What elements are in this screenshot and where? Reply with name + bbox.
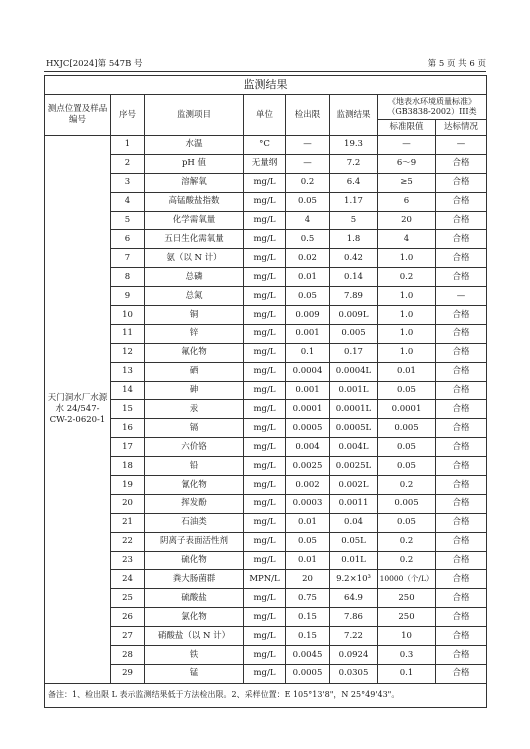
cell-limit: 0.0001: [378, 400, 436, 419]
cell-limit: 1.0: [378, 343, 436, 362]
cell-limit: 250: [378, 589, 436, 608]
cell-item: 铅: [145, 457, 244, 476]
table-row: [45, 570, 487, 589]
cell-detection-limit: 0.0025: [286, 457, 330, 476]
table-row: [45, 154, 487, 173]
table-row: [45, 589, 487, 608]
cell-unit: mg/L: [244, 400, 286, 419]
table-row: [45, 494, 487, 513]
cell-unit: mg/L: [244, 457, 286, 476]
cell-detection-limit: 0.05: [286, 532, 330, 551]
col-header-limit: 标准限值: [378, 120, 436, 136]
cell-item: 挥发酚: [145, 494, 244, 513]
cell-unit: °C: [244, 136, 286, 155]
cell-result: 5: [330, 211, 378, 230]
cell-unit: MPN/L: [244, 570, 286, 589]
col-header-standard: 《地表水环境质量标准》（GB3838-2002）III类: [378, 95, 487, 120]
cell-result: 0.004L: [330, 438, 378, 457]
cell-no: 4: [111, 192, 145, 211]
cell-no: 26: [111, 608, 145, 627]
cell-result: 0.0025L: [330, 457, 378, 476]
cell-detection-limit: 0.01: [286, 513, 330, 532]
table-row: [45, 476, 487, 495]
cell-result: 0.0305: [330, 664, 378, 683]
cell-unit: mg/L: [244, 513, 286, 532]
cell-unit: mg/L: [244, 627, 286, 646]
table-row: [45, 646, 487, 665]
table-row: [45, 287, 487, 306]
cell-detection-limit: 4: [286, 211, 330, 230]
table-row: [45, 211, 487, 230]
cell-unit: mg/L: [244, 646, 286, 665]
cell-result: 7.22: [330, 627, 378, 646]
cell-no: 6: [111, 230, 145, 249]
cell-result: 0.0924: [330, 646, 378, 665]
cell-detection-limit: 0.0004: [286, 362, 330, 381]
cell-no: 3: [111, 173, 145, 192]
cell-status: 合格: [436, 551, 487, 570]
cell-no: 21: [111, 513, 145, 532]
cell-status: 合格: [436, 343, 487, 362]
cell-unit: mg/L: [244, 664, 286, 683]
table-row: [45, 457, 487, 476]
cell-no: 11: [111, 324, 145, 343]
table-row: [45, 343, 487, 362]
cell-limit: 4: [378, 230, 436, 249]
cell-item: 锌: [145, 324, 244, 343]
cell-detection-limit: 0.0005: [286, 419, 330, 438]
cell-status: 合格: [436, 476, 487, 495]
cell-status: 合格: [436, 438, 487, 457]
cell-limit: 1.0: [378, 249, 436, 268]
cell-limit: 0.05: [378, 381, 436, 400]
cell-limit: 1.0: [378, 324, 436, 343]
cell-limit: 10000（个/L）: [378, 570, 436, 589]
cell-status: 合格: [436, 513, 487, 532]
cell-result: 0.001L: [330, 381, 378, 400]
cell-no: 18: [111, 457, 145, 476]
cell-result: 64.9: [330, 589, 378, 608]
cell-detection-limit: 0.01: [286, 268, 330, 287]
col-header-status: 达标情况: [436, 120, 487, 136]
cell-result: 19.3: [330, 136, 378, 155]
cell-limit: 0.005: [378, 494, 436, 513]
cell-result: 6.4: [330, 173, 378, 192]
cell-status: —: [436, 287, 487, 306]
cell-no: 7: [111, 249, 145, 268]
cell-item: 氨（以 N 计）: [145, 249, 244, 268]
cell-detection-limit: —: [286, 154, 330, 173]
cell-item: 硝酸盐（以 N 计）: [145, 627, 244, 646]
table-row: [45, 192, 487, 211]
cell-no: 14: [111, 381, 145, 400]
cell-detection-limit: 0.009: [286, 306, 330, 325]
cell-result: 0.14: [330, 268, 378, 287]
sample-location: 天门洞水厂水源水 24/547-CW-2-0620-1: [45, 136, 111, 684]
cell-status: 合格: [436, 324, 487, 343]
cell-detection-limit: —: [286, 136, 330, 155]
cell-limit: 0.05: [378, 457, 436, 476]
cell-no: 12: [111, 343, 145, 362]
monitoring-results-table: [44, 75, 487, 708]
cell-item: 阴离子表面活性剂: [145, 532, 244, 551]
cell-unit: mg/L: [244, 381, 286, 400]
cell-detection-limit: 0.0001: [286, 400, 330, 419]
cell-result: 0.0001L: [330, 400, 378, 419]
cell-detection-limit: 0.01: [286, 551, 330, 570]
cell-unit: mg/L: [244, 230, 286, 249]
cell-limit: 6: [378, 192, 436, 211]
cell-no: 8: [111, 268, 145, 287]
cell-detection-limit: 0.2: [286, 173, 330, 192]
cell-no: 25: [111, 589, 145, 608]
cell-item: 总氮: [145, 287, 244, 306]
cell-result: 1.17: [330, 192, 378, 211]
cell-unit: mg/L: [244, 551, 286, 570]
cell-no: 20: [111, 494, 145, 513]
cell-item: 六价铬: [145, 438, 244, 457]
cell-result: 1.8: [330, 230, 378, 249]
cell-detection-limit: 0.001: [286, 324, 330, 343]
table-note: 备注：1、检出限 L 表示监测结果低于方法检出限。2、采样位置：E 105°13'8"，N 25°49'43"。: [45, 683, 487, 707]
cell-limit: 1.0: [378, 287, 436, 306]
cell-result: 7.2: [330, 154, 378, 173]
cell-unit: mg/L: [244, 438, 286, 457]
cell-status: —: [436, 136, 487, 155]
cell-status: 合格: [436, 627, 487, 646]
cell-limit: 1.0: [378, 306, 436, 325]
cell-no: 28: [111, 646, 145, 665]
cell-unit: mg/L: [244, 589, 286, 608]
cell-item: 镉: [145, 419, 244, 438]
table-row: [45, 664, 487, 683]
cell-item: 五日生化需氧量: [145, 230, 244, 249]
cell-no: 24: [111, 570, 145, 589]
cell-item: 氰化物: [145, 476, 244, 495]
cell-detection-limit: 0.15: [286, 627, 330, 646]
cell-result: 0.42: [330, 249, 378, 268]
note-row: [45, 683, 487, 707]
cell-detection-limit: 0.002: [286, 476, 330, 495]
cell-result: 0.0011: [330, 494, 378, 513]
cell-item: 氟化物: [145, 343, 244, 362]
cell-status: 合格: [436, 419, 487, 438]
cell-detection-limit: 0.5: [286, 230, 330, 249]
cell-limit: 0.05: [378, 438, 436, 457]
cell-unit: mg/L: [244, 362, 286, 381]
cell-status: 合格: [436, 230, 487, 249]
cell-detection-limit: 0.0005: [286, 664, 330, 683]
cell-result: 0.01L: [330, 551, 378, 570]
col-header-no: 序号: [111, 95, 145, 136]
cell-status: 合格: [436, 211, 487, 230]
cell-status: 合格: [436, 608, 487, 627]
cell-no: 13: [111, 362, 145, 381]
cell-limit: 0.1: [378, 664, 436, 683]
cell-no: 23: [111, 551, 145, 570]
cell-limit: 10: [378, 627, 436, 646]
cell-status: 合格: [436, 306, 487, 325]
cell-unit: mg/L: [244, 324, 286, 343]
cell-item: 化学需氧量: [145, 211, 244, 230]
cell-item: 锰: [145, 664, 244, 683]
cell-status: 合格: [436, 570, 487, 589]
cell-result: 0.0004L: [330, 362, 378, 381]
cell-limit: 0.3: [378, 646, 436, 665]
table-title: 监测结果: [45, 76, 487, 95]
cell-status: 合格: [436, 173, 487, 192]
cell-result: 0.04: [330, 513, 378, 532]
cell-unit: mg/L: [244, 494, 286, 513]
table-row: [45, 532, 487, 551]
cell-unit: mg/L: [244, 192, 286, 211]
cell-detection-limit: 0.05: [286, 287, 330, 306]
cell-item: 总磷: [145, 268, 244, 287]
cell-no: 16: [111, 419, 145, 438]
cell-status: 合格: [436, 154, 487, 173]
table-row: [45, 173, 487, 192]
cell-no: 5: [111, 211, 145, 230]
cell-unit: 无量纲: [244, 154, 286, 173]
cell-unit: mg/L: [244, 249, 286, 268]
table-row: [45, 362, 487, 381]
cell-item: 高锰酸盐指数: [145, 192, 244, 211]
cell-limit: ≥5: [378, 173, 436, 192]
cell-status: 合格: [436, 268, 487, 287]
cell-detection-limit: 0.1: [286, 343, 330, 362]
cell-detection-limit: 0.15: [286, 608, 330, 627]
cell-no: 10: [111, 306, 145, 325]
cell-limit: 6～9: [378, 154, 436, 173]
header-rule: [44, 71, 486, 72]
cell-unit: mg/L: [244, 287, 286, 306]
cell-status: 合格: [436, 457, 487, 476]
cell-status: 合格: [436, 362, 487, 381]
cell-detection-limit: 0.02: [286, 249, 330, 268]
cell-status: 合格: [436, 192, 487, 211]
cell-item: 粪大肠菌群: [145, 570, 244, 589]
cell-item: 砷: [145, 381, 244, 400]
cell-result: 0.002L: [330, 476, 378, 495]
cell-item: 水温: [145, 136, 244, 155]
col-header-item: 监测项目: [145, 95, 244, 136]
cell-detection-limit: 0.0045: [286, 646, 330, 665]
cell-status: 合格: [436, 589, 487, 608]
col-header-detection-limit: 检出限: [286, 95, 330, 136]
cell-no: 17: [111, 438, 145, 457]
cell-detection-limit: 0.001: [286, 381, 330, 400]
cell-result: 0.009L: [330, 306, 378, 325]
cell-no: 1: [111, 136, 145, 155]
cell-no: 22: [111, 532, 145, 551]
cell-limit: 0.2: [378, 532, 436, 551]
table-row: [45, 268, 487, 287]
cell-status: 合格: [436, 494, 487, 513]
cell-unit: mg/L: [244, 306, 286, 325]
cell-item: 硫化物: [145, 551, 244, 570]
cell-unit: mg/L: [244, 268, 286, 287]
cell-unit: mg/L: [244, 532, 286, 551]
cell-item: 石油类: [145, 513, 244, 532]
table-row: [45, 400, 487, 419]
cell-limit: 250: [378, 608, 436, 627]
cell-detection-limit: 0.004: [286, 438, 330, 457]
table-row: [45, 551, 487, 570]
cell-result: 7.89: [330, 287, 378, 306]
cell-unit: mg/L: [244, 419, 286, 438]
cell-detection-limit: 0.0003: [286, 494, 330, 513]
col-header-unit: 单位: [244, 95, 286, 136]
cell-result: 0.05L: [330, 532, 378, 551]
cell-status: 合格: [436, 532, 487, 551]
table-row: [45, 513, 487, 532]
cell-no: 19: [111, 476, 145, 495]
cell-status: 合格: [436, 381, 487, 400]
cell-result: 9.2×10³: [330, 570, 378, 589]
cell-status: 合格: [436, 249, 487, 268]
cell-unit: mg/L: [244, 211, 286, 230]
col-header-location: 测点位置及样品编号: [45, 95, 111, 136]
cell-unit: mg/L: [244, 343, 286, 362]
cell-limit: 0.005: [378, 419, 436, 438]
table-row: [45, 249, 487, 268]
cell-no: 2: [111, 154, 145, 173]
cell-item: pH 值: [145, 154, 244, 173]
table-row: [45, 230, 487, 249]
cell-no: 27: [111, 627, 145, 646]
table-row: [45, 438, 487, 457]
table-row: [45, 608, 487, 627]
cell-no: 29: [111, 664, 145, 683]
cell-item: 氯化物: [145, 608, 244, 627]
cell-no: 15: [111, 400, 145, 419]
cell-item: 汞: [145, 400, 244, 419]
cell-status: 合格: [436, 646, 487, 665]
cell-item: 硫酸盐: [145, 589, 244, 608]
cell-result: 0.0005L: [330, 419, 378, 438]
cell-item: 铜: [145, 306, 244, 325]
page-indicator: 第 5 页 共 6 页: [427, 59, 486, 69]
table-row: [45, 324, 487, 343]
cell-unit: mg/L: [244, 476, 286, 495]
cell-limit: 20: [378, 211, 436, 230]
cell-item: 溶解氧: [145, 173, 244, 192]
table-row: [45, 306, 487, 325]
cell-limit: 0.2: [378, 476, 436, 495]
cell-unit: mg/L: [244, 608, 286, 627]
cell-status: 合格: [436, 400, 487, 419]
cell-limit: 0.2: [378, 551, 436, 570]
col-header-result: 监测结果: [330, 95, 378, 136]
table-row: [45, 381, 487, 400]
cell-detection-limit: 0.75: [286, 589, 330, 608]
report-number: HXJC[2024]第 547B 号: [46, 59, 143, 69]
cell-result: 0.17: [330, 343, 378, 362]
table-row: [45, 136, 487, 155]
cell-limit: 0.2: [378, 268, 436, 287]
cell-unit: mg/L: [244, 173, 286, 192]
cell-item: 铁: [145, 646, 244, 665]
table-row: [45, 627, 487, 646]
cell-detection-limit: 0.05: [286, 192, 330, 211]
cell-limit: 0.01: [378, 362, 436, 381]
cell-limit: —: [378, 136, 436, 155]
cell-result: 7.86: [330, 608, 378, 627]
cell-status: 合格: [436, 664, 487, 683]
cell-detection-limit: 20: [286, 570, 330, 589]
cell-no: 9: [111, 287, 145, 306]
cell-item: 硒: [145, 362, 244, 381]
cell-result: 0.005: [330, 324, 378, 343]
cell-limit: 0.05: [378, 513, 436, 532]
table-row: [45, 419, 487, 438]
